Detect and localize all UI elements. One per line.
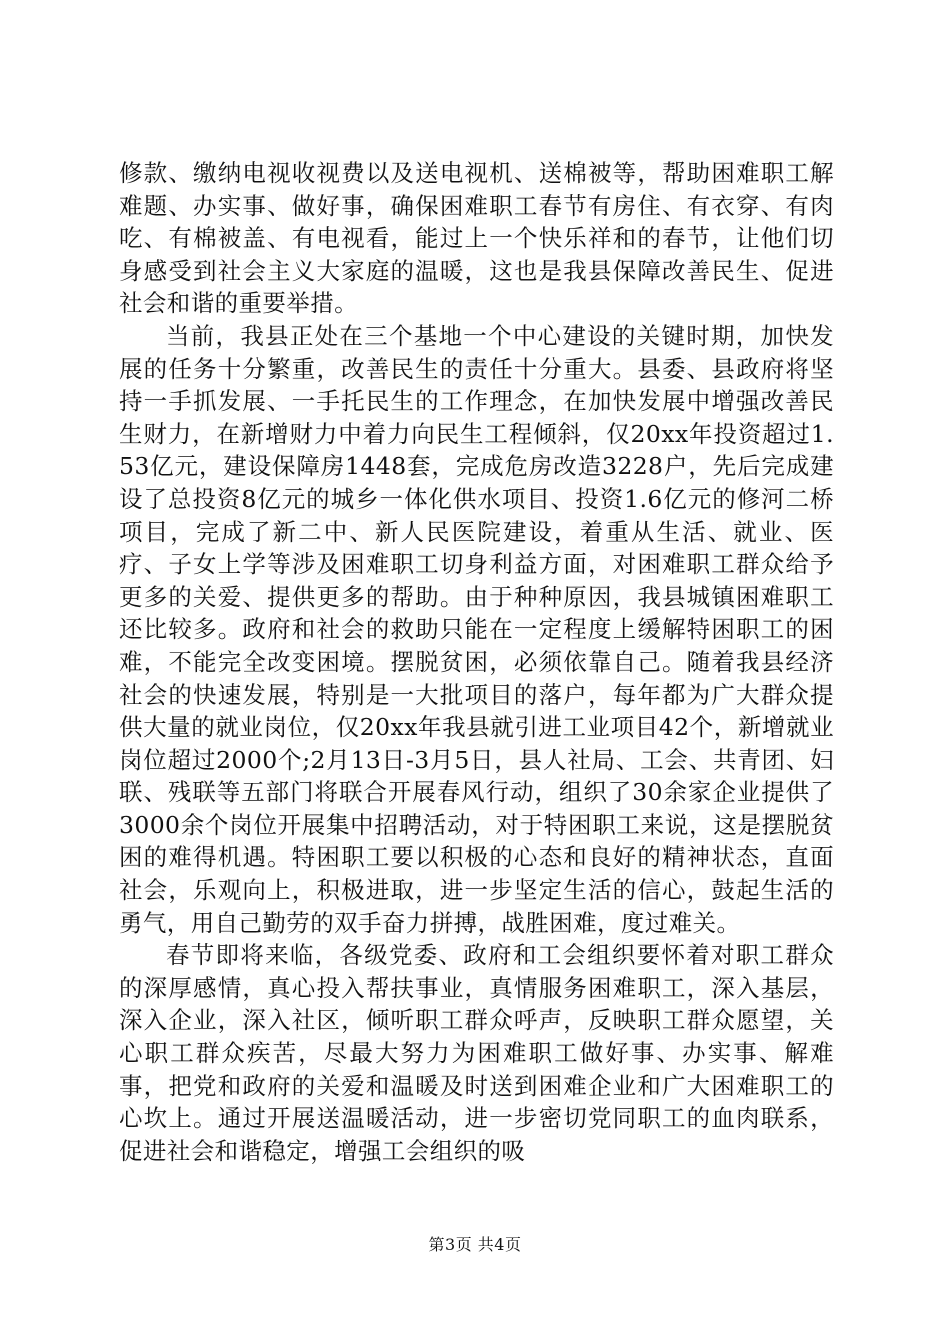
- paragraph-2: 当前，我县正处在三个基地一个中心建设的关键时期，加快发展的任务十分繁重，改善民生的责任十分重大。县委、县政府将坚持一手抓发展、一手托民生的工作理念，在加快发展中增强改善民生财力，在新增财力中着力向民生工程倾斜，仅20xx年投资超过1.53亿元，建设保障房1448套，完成危房改造3228户，先后完成建设了总投资8亿元的城乡一体化供水项目、投资1.6亿元的修河二桥项目，完成了新二中、新人民医院建设，着重从生活、就业、医疗、子女上学等涉及困难职工切身利益方面，对困难职工群众给予更多的关爱、提供更多的帮助。由于种种原因，我县城镇困难职工还比较多。政府和社会的救助只能在一定程度上缓解特困职工的困难，不能完全改变困境。摆脱贫困，必须依靠自己。随着我县经济社会的快速发展，特别是一大批项目的落户，每年都为广大群众提供大量的就业岗位，仅20xx年我县就引进工业项目42个，新增就业岗位超过2000个;2月13日-3月5日，县人社局、工会、共青团、妇联、残联等五部门将联合开展春风行动，组织了30余家企业提供了3000余个岗位开展集中招聘活动，对于特困职工来说，这是摆脱贫困的难得机遇。特困职工要以积极的心态和良好的精神状态，直面社会，乐观向上，积极进取，进一步坚定生活的信心，鼓起生活的勇气，用自己勤劳的双手奋力拼搏，战胜困难，度过难关。: [119, 321, 834, 937]
- page-number-footer: 第3页 共4页: [428, 1235, 522, 1254]
- paragraph-1: 修款、缴纳电视收视费以及送电视机、送棉被等，帮助困难职工解难题、办实事、做好事，确保困难职工春节有房住、有衣穿、有肉吃、有棉被盖、有电视看，能过上一个快乐祥和的春节，让他们切身感受到社会主义大家庭的温暖，这也是我县保障改善民生、促进社会和谐的重要举措。: [119, 159, 834, 318]
- paragraph-3: 春节即将来临，各级党委、政府和工会组织要怀着对职工群众的深厚感情，真心投入帮扶事业，真情服务困难职工，深入基层，深入企业，深入社区，倾听职工群众呼声，反映职工群众愿望，关心职工群众疾苦，尽最大努力为困难职工做好事、办实事、解难事，把党和政府的关爱和温暖及时送到困难企业和广大困难职工的心坎上。通过开展送温暖活动，进一步密切党同职工的血肉联系，促进社会和谐稳定，增强工会组织的吸: [119, 941, 834, 1165]
- document-body: [119, 157, 834, 1167]
